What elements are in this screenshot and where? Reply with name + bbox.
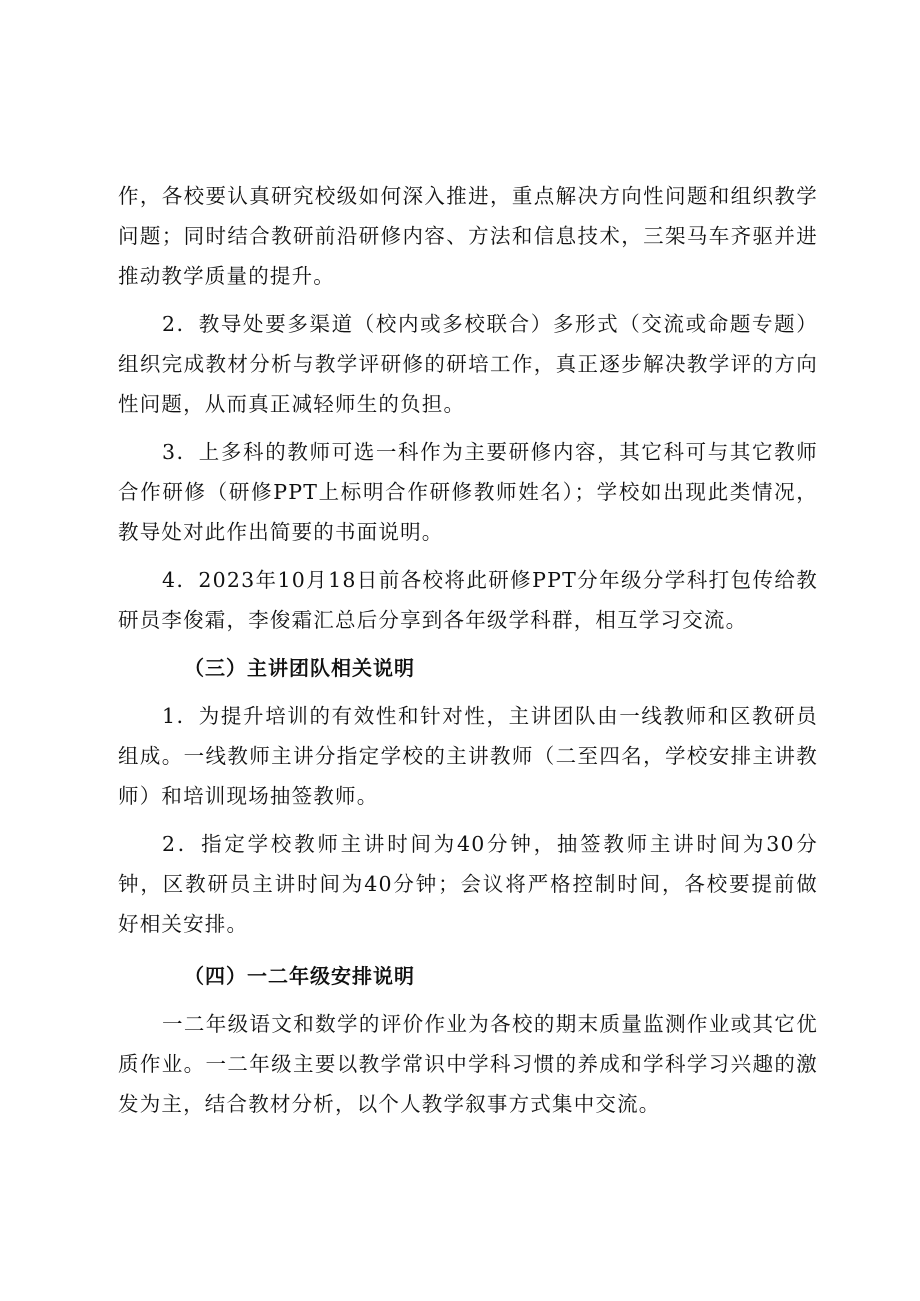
document-page [118,176,818,1124]
section-heading-4: （四）一二年级安排说明 [184,964,415,988]
section4-paragraph-1: 一二年级语文和数学的评价作业为各校的期末质量监测作业或其它优质作业。一二年级主要以教学常识中学科习惯的养成和学科学习兴趣的激发为主，结合教材分析，以个人教学叙事方式集中交流。 [118,1012,818,1116]
section3-paragraph-2: 2．指定学校教师主讲时间为40分钟，抽签教师主讲时间为30分钟，区教研员主讲时间为40分钟；会议将严格控制时间，各校要提前做好相关安排。 [118,832,818,936]
section3-paragraph-1: 1．为提升培训的有效性和针对性，主讲团队由一线教师和区教研员组成。一线教师主讲分指定学校的主讲教师（二至四名，学校安排主讲教师）和培训现场抽签教师。 [118,704,818,808]
section-heading-3: （三）主讲团队相关说明 [184,656,415,680]
paragraph-item-4: 4．2023年10月18日前各校将此研修PPT分年级分学科打包传给教研员李俊霜，李俊霜汇总后分享到各年级学科群，相互学习交流。 [118,568,818,632]
paragraph-item-3: 3．上多科的教师可选一科作为主要研修内容，其它科可与其它教师合作研修（研修PPT上标明合作研修教师姓名）；学校如出现此类情况，教导处对此作出简要的书面说明。 [118,440,818,544]
paragraph-continuation: 作，各校要认真研究校级如何深入推进，重点解决方向性问题和组织教学问题；同时结合教研前沿研修内容、方法和信息技术，三架马车齐驱并进推动教学质量的提升。 [118,184,818,288]
paragraph-item-2: 2．教导处要多渠道（校内或多校联合）多形式（交流或命题专题）组织完成教材分析与教学评研修的研培工作，真正逐步解决教学评的方向性问题，从而真正减轻师生的负担。 [118,312,818,416]
